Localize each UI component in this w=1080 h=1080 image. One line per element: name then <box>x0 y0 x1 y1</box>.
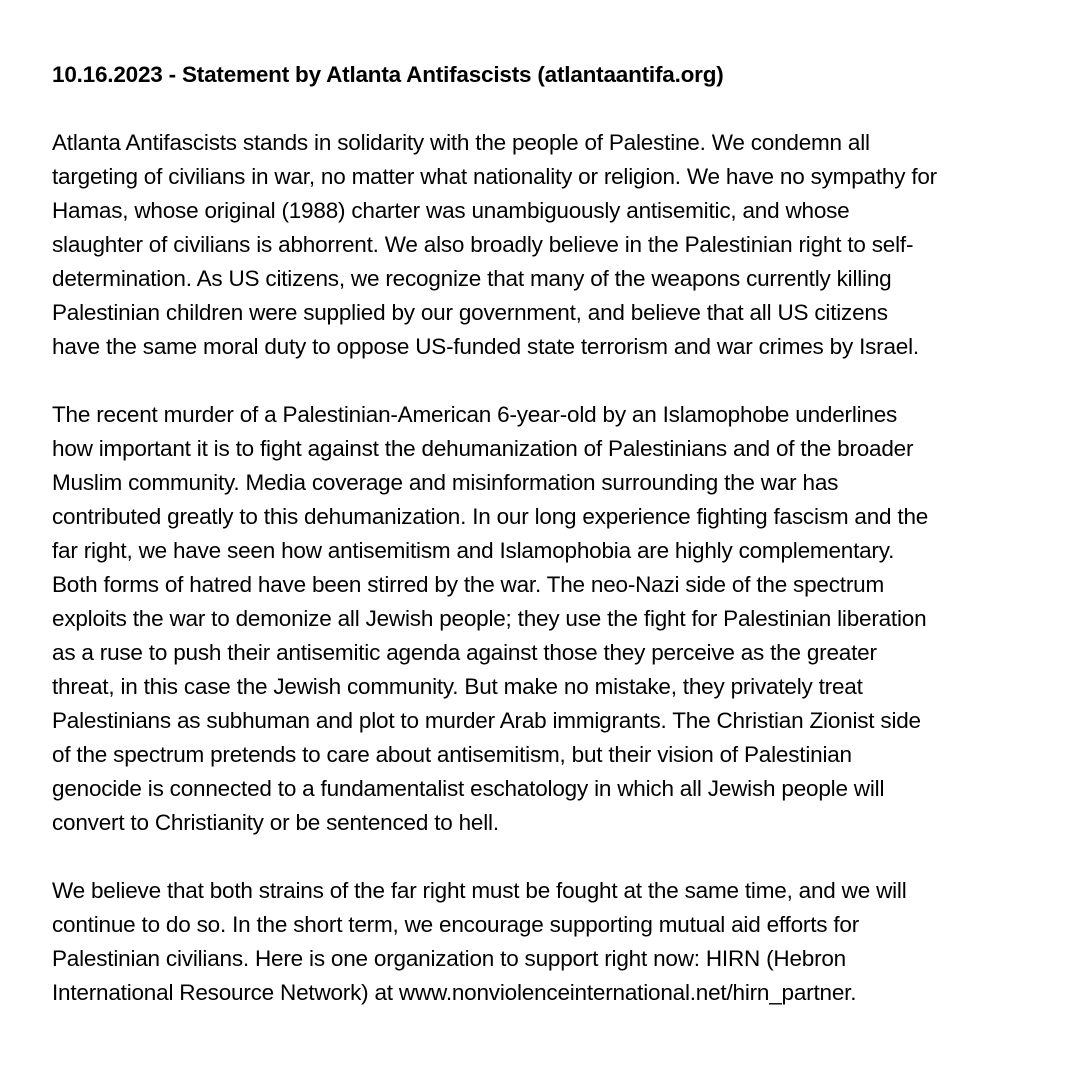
statement-title: 10.16.2023 - Statement by Atlanta Antifascists (atlantaantifa.org) <box>52 62 724 87</box>
paragraph-line: Palestinian civilians. Here is one organization to support right now: HIRN (Hebron <box>52 946 846 971</box>
paragraph-line: of the spectrum pretends to care about antisemitism, but their vision of Palestinian <box>52 742 852 767</box>
paragraph-dehumanization <box>52 398 1042 840</box>
paragraph-line: determination. As US citizens, we recognize that many of the weapons currently killing <box>52 266 892 291</box>
paragraph-line: convert to Christianity or be sentenced to hell. <box>52 810 499 835</box>
paragraph-line: Both forms of hatred have been stirred by the war. The neo-Nazi side of the spectrum <box>52 572 884 597</box>
paragraph-line: Atlanta Antifascists stands in solidarity with the people of Palestine. We condemn all <box>52 130 870 155</box>
paragraph-line: genocide is connected to a fundamentalist eschatology in which all Jewish people will <box>52 776 885 801</box>
paragraph-solidarity <box>52 126 1042 364</box>
statement-document <box>52 58 1042 1010</box>
paragraph-line: Hamas, whose original (1988) charter was unambiguously antisemitic, and whose <box>52 198 850 223</box>
paragraph-line: as a ruse to push their antisemitic agenda against those they perceive as the greater <box>52 640 877 665</box>
paragraph-line: far right, we have seen how antisemitism and Islamophobia are highly complementary. <box>52 538 895 563</box>
paragraph-line: Muslim community. Media coverage and misinformation surrounding the war has <box>52 470 839 495</box>
paragraph-line: The recent murder of a Palestinian-American 6-year-old by an Islamophobe underlines <box>52 402 898 427</box>
paragraph-line: We believe that both strains of the far right must be fought at the same time, and we will <box>52 878 907 903</box>
paragraph-line: International Resource Network) at www.nonviolenceinternational.net/hirn_partner. <box>52 980 857 1005</box>
paragraph-line: continue to do so. In the short term, we encourage supporting mutual aid efforts for <box>52 912 860 937</box>
paragraph-line: have the same moral duty to oppose US-funded state terrorism and war crimes by Israel. <box>52 334 919 359</box>
paragraph-line: threat, in this case the Jewish community. But make no mistake, they privately treat <box>52 674 863 699</box>
paragraph-line: Palestinian children were supplied by our government, and believe that all US citizens <box>52 300 888 325</box>
paragraph-line: Palestinians as subhuman and plot to murder Arab immigrants. The Christian Zionist side <box>52 708 921 733</box>
paragraph-line: exploits the war to demonize all Jewish people; they use the fight for Palestinian liberation <box>52 606 927 631</box>
paragraph-line: how important it is to fight against the dehumanization of Palestinians and of the broader <box>52 436 914 461</box>
paragraph-line: slaughter of civilians is abhorrent. We also broadly believe in the Palestinian right to self- <box>52 232 914 257</box>
paragraph-line: contributed greatly to this dehumanization. In our long experience fighting fascism and the <box>52 504 929 529</box>
paragraph-mutual-aid <box>52 874 1042 1010</box>
paragraph-line: targeting of civilians in war, no matter what nationality or religion. We have no sympathy for <box>52 164 937 189</box>
